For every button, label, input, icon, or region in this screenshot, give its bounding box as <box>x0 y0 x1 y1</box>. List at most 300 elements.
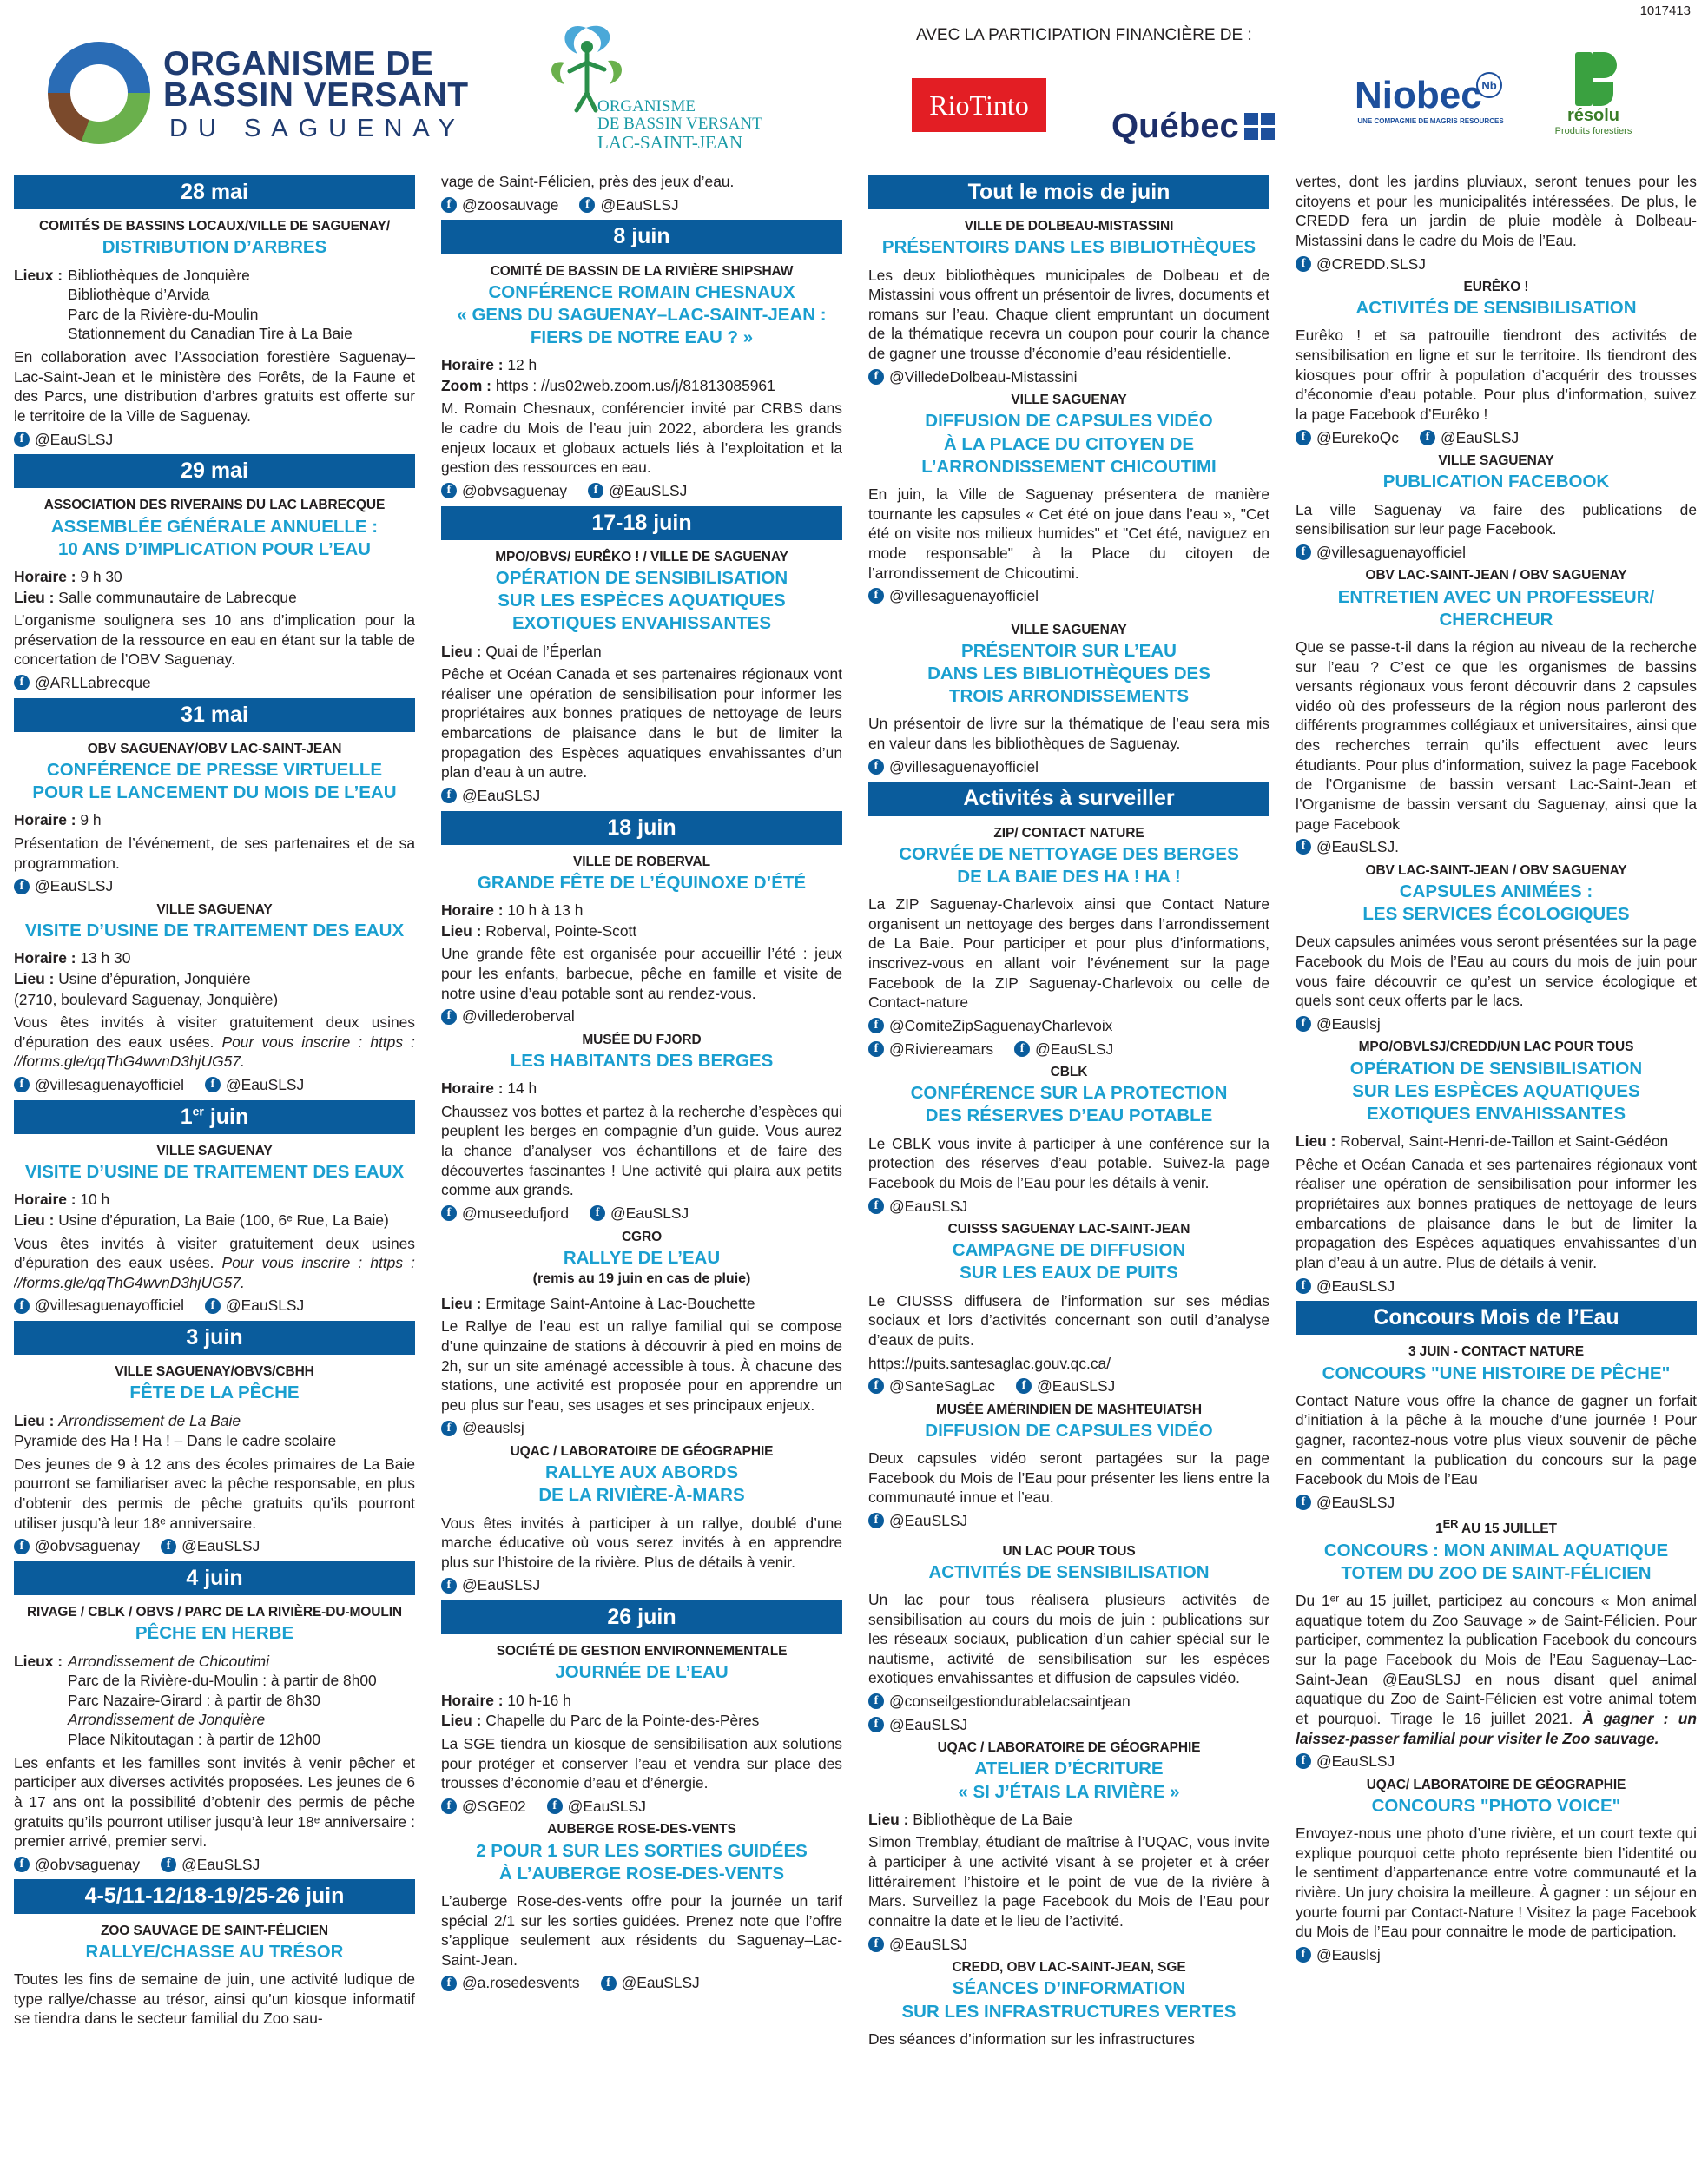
social-links <box>14 1296 415 1316</box>
event-title: EXOTIQUES ENVAHISSANTES <box>1366 1103 1626 1124</box>
event-description: M. Romain Chesnaux, conférencier invité par CRBS dans le cadre du Mois de l’eau juin 2022, abordera les grands enjeux locaux et globaux actuels liés à l’exploitation et la gestion des ressources en eau. <box>441 399 842 477</box>
event-organizer: VILLE SAGUENAY <box>1011 622 1127 637</box>
facebook-link[interactable] <box>1296 1014 1381 1034</box>
event-description: L’organisme soulignera ses 10 ans d’implication pour la préservation de la ressource en eau en étant sur la table de concertation de l’OBV Saguenay. <box>14 611 415 669</box>
facebook-link[interactable] <box>1296 543 1466 563</box>
event-title: POUR LE LANCEMENT DU MOIS DE L’EAU <box>32 782 397 803</box>
facebook-icon: f <box>868 1378 884 1394</box>
facebook-handle: @obvsaguenay <box>35 1537 141 1555</box>
social-links <box>441 1575 842 1595</box>
obv-lsj-line3: LAC-SAINT-JEAN <box>597 132 743 153</box>
facebook-icon: f <box>441 1421 457 1436</box>
facebook-handle: @ComiteZipSaguenayCharlevoix <box>889 1016 1113 1034</box>
event-description: La ZIP Saguenay-Charlevoix ainsi que Contact Nature organisent un nettoyage des berges dans l’arrondissement de La Baie. Pour participer et pour plus d’informations, inscrivez-vous en allant voir l’événement sur la page Facebook de la ZIP Saguenay-Charlevoix ou celle de Contact-nature <box>868 895 1269 1012</box>
facebook-icon: f <box>547 1798 563 1814</box>
facebook-handle: @EauSLSJ <box>35 430 114 448</box>
event-schedule <box>441 1691 842 1711</box>
facebook-link[interactable] <box>161 1536 260 1556</box>
obvs-logo-line2: BASSIN VERSANT <box>163 76 469 114</box>
facebook-link[interactable] <box>1296 254 1426 274</box>
schedule-label: Horaire : <box>14 1191 76 1209</box>
event-organizer: VILLE SAGUENAY <box>156 1143 273 1158</box>
event-description: Toutes les fins de semaine de juin, une activité ludique de type rallye/chasse au trésor, ainsi qu’un kiosque informatif se tiendra dans le secteur familial du Zoo sau- <box>14 1970 415 2028</box>
facebook-icon: f <box>1296 1753 1311 1769</box>
event-title: VISITE D’USINE DE TRAITEMENT DES EAUX <box>24 1162 405 1183</box>
facebook-handle: @zoosauvage <box>462 195 559 214</box>
social-links <box>14 1075 415 1095</box>
social-links <box>441 1204 842 1224</box>
facebook-handle: @ARLLabrecque <box>35 674 151 692</box>
place-label: Lieu : <box>14 588 55 606</box>
facebook-handle: @EauSLSJ <box>462 786 541 804</box>
event-title: SUR LES INFRASTRUCTURES VERTES <box>901 2001 1236 2022</box>
event-title: « SI J’ÉTAIS LA RIVIÈRE » <box>958 1781 1180 1802</box>
facebook-link[interactable] <box>868 1039 993 1059</box>
facebook-link[interactable] <box>868 1511 967 1531</box>
facebook-link[interactable] <box>868 1935 967 1955</box>
social-links <box>1296 1014 1697 1034</box>
event-schedule <box>14 948 415 968</box>
event-description: En collaboration avec l’Association forestière Saguenay–Lac-Saint-Jean et le ministère des Forêts, de la Faune et des Parcs, une distribution d’arbres gratuits est offerte sur le territoire de la Ville de Saguenay. <box>14 348 415 425</box>
facebook-link[interactable] <box>1296 1945 1381 1965</box>
facebook-handle: @obvsaguenay <box>35 1855 141 1873</box>
event-title: FÊTE DE LA PÊCHE <box>129 1382 300 1403</box>
social-links <box>1296 1945 1697 1965</box>
event-title: ENTRETIEN AVEC UN PROFESSEUR/ <box>1337 586 1655 607</box>
event-organizer: UN LAC POUR TOUS <box>1002 1543 1136 1559</box>
facebook-handle: @EauSLSJ <box>181 1855 260 1873</box>
event-title: « GENS DU SAGUENAY–LAC-SAINT-JEAN : <box>457 304 827 325</box>
social-links <box>868 1692 1269 1734</box>
facebook-link[interactable] <box>588 481 687 501</box>
facebook-icon: f <box>590 1205 605 1221</box>
event-organizer: MUSÉE DU FJORD <box>582 1032 702 1047</box>
event-places <box>14 1652 415 1750</box>
places-label: Lieux : <box>14 1652 63 1670</box>
event-organizer: CGRO <box>621 1229 663 1244</box>
facebook-link[interactable] <box>441 481 567 501</box>
quebec-flag-icon <box>1244 113 1275 140</box>
event-title: L’ARRONDISSEMENT CHICOUTIMI <box>921 456 1217 477</box>
place-item: Bibliothèque d’Arvida <box>68 286 210 304</box>
facebook-link[interactable] <box>1296 1493 1395 1513</box>
facebook-handle: @EauSLSJ <box>889 1715 968 1733</box>
event-title: RALLYE/CHASSE AU TRÉSOR <box>85 1941 344 1962</box>
place-label: Lieu : <box>14 1211 55 1229</box>
facebook-link[interactable] <box>1296 1277 1395 1297</box>
facebook-handle: @EauSLSJ <box>226 1076 305 1094</box>
social-links <box>868 586 1269 606</box>
facebook-link[interactable] <box>868 1197 967 1217</box>
social-links <box>868 1376 1269 1396</box>
event-place <box>868 1810 1269 1830</box>
social-links <box>868 1511 1269 1531</box>
event-description: Une grande fête est organisée pour accueillir l’été : jeux pour les enfants, barbecue, pêche en famille et visite de notre usine d’eau potable sont au rendez-vous. <box>441 945 842 1002</box>
facebook-icon: f <box>441 1578 457 1594</box>
facebook-link[interactable] <box>205 1296 304 1316</box>
event-title: CHERCHEUR <box>1439 609 1553 630</box>
facebook-icon: f <box>601 1976 617 1991</box>
event-title: CAMPAGNE DE DIFFUSION <box>952 1240 1186 1261</box>
facebook-icon: f <box>868 369 884 385</box>
event-schedule <box>14 567 415 587</box>
schedule-value: 10 h-16 h <box>507 1691 571 1709</box>
facebook-link[interactable] <box>1296 1752 1395 1772</box>
event-title: LES SERVICES ÉCOLOGIQUES <box>1362 904 1630 925</box>
event-places <box>14 266 415 345</box>
event-description: Chaussez vos bottes et partez à la recherche d’espèces qui peuplent les berges en compagnie d’un guide. Vous aurez la chance d’analyser vos échantillons et de faire des découvertes fascinantes ! Une activité qui plaira aux petits comme aux grands. <box>441 1102 842 1199</box>
facebook-handle: @EurekoQc <box>1316 428 1399 446</box>
schedule-label: Horaire : <box>441 901 504 920</box>
facebook-handle: @villesaguenayofficiel <box>1316 543 1467 561</box>
facebook-icon: f <box>1296 1278 1311 1294</box>
social-links <box>868 757 1269 777</box>
facebook-icon: f <box>1296 839 1311 855</box>
facebook-handle: @EauSLSJ <box>1440 428 1520 446</box>
facebook-handle: @Eauslsj <box>1316 1014 1381 1033</box>
social-links <box>441 481 842 501</box>
schedule-label: Horaire : <box>441 1691 504 1709</box>
description-text: Du 1ᵉʳ au 15 juillet, participez au concours « Mon animal aquatique totem du Zoo Sauvage » de Saint-Félicien. Pour participer, commentez la publication Facebook du concours sur la page Facebook du Mois de l’Eau Saguenay–Lac-Saint-Jean @EauSLSJ en nous disant quel animal aquatique du Zoo de Saint-Félicien est votre animal totem et pourquoi. Tirage le 16 juillet 2021. <box>1296 1592 1697 1727</box>
event-description: Le CBLK vous invite à participer à une conférence sur la protection des réserves d’eau potable. Suivez-la page Facebook du Mois de l’Eau pour les détails à venir. <box>868 1134 1269 1191</box>
event-title: DE LA RIVIÈRE-À-MARS <box>538 1485 745 1506</box>
event-place <box>441 642 842 662</box>
social-links <box>14 1855 415 1875</box>
facebook-icon: f <box>1296 1016 1311 1032</box>
event-title: DES RÉSERVES D’EAU POTABLE <box>925 1105 1213 1126</box>
event-place-detail: Pyramide des Ha ! Ha ! – Dans le cadre scolaire <box>14 1432 337 1450</box>
facebook-handle: @villederoberval <box>462 1007 575 1026</box>
places-label: Lieux : <box>14 266 63 284</box>
facebook-handle: @EauSLSJ <box>609 481 688 499</box>
facebook-icon: f <box>1420 430 1435 445</box>
event-description: Un présentoir de livre sur la thématique de l’eau sera mis en valeur dans les bibliothèques de Saguenay. <box>868 715 1269 753</box>
place-value: Ermitage Saint-Antoine à Lac-Bouchette <box>485 1294 755 1312</box>
obv-lsj-logo <box>508 10 768 158</box>
facebook-link[interactable] <box>1296 428 1399 448</box>
facebook-link[interactable] <box>441 1575 540 1595</box>
date-band: 4-5/11-12/18-19/25-26 juin <box>14 1879 415 1913</box>
date-band: 26 juin <box>441 1600 842 1634</box>
facebook-icon: f <box>14 675 30 690</box>
place-item: Stationnement du Canadian Tire à La Baie <box>68 325 353 343</box>
prize-text: À gagner : un laissez-passer familial pour visiter le Zoo sauvage. <box>1296 1709 1697 1747</box>
facebook-handle: @EauSLSJ <box>462 1576 541 1594</box>
social-links <box>14 430 415 450</box>
facebook-link[interactable] <box>441 1418 524 1438</box>
facebook-link[interactable] <box>1016 1376 1115 1396</box>
place-value: Usine d’épuration, Jonquière <box>58 969 251 987</box>
facebook-icon: f <box>14 1857 30 1872</box>
facebook-link[interactable] <box>1296 837 1399 857</box>
event-title: CONFÉRENCE DE PRESSE VIRTUELLE <box>46 760 383 781</box>
event-organizer: ZIP/ CONTACT NATURE <box>993 825 1144 841</box>
date-band-day: 1 <box>180 1104 193 1129</box>
event-url[interactable]: https://puits.santesaglac.gouv.qc.ca/ <box>868 1354 1111 1372</box>
event-title: DIFFUSION DE CAPSULES VIDÉO <box>925 1420 1213 1441</box>
facebook-icon: f <box>868 1041 884 1057</box>
social-links <box>441 195 842 215</box>
section-band: Tout le mois de juin <box>868 175 1269 209</box>
facebook-handle: @villesaguenayofficiel <box>35 1297 185 1315</box>
place-item: Place Nikitoutagan : à partir de 12h00 <box>68 1731 320 1749</box>
facebook-handle: @EauSLSJ <box>610 1204 689 1222</box>
facebook-link[interactable] <box>1420 428 1519 448</box>
facebook-handle: @conseilgestiondurablelacsaintjean <box>889 1693 1131 1711</box>
event-organizer: VILLE SAGUENAY <box>1438 453 1554 469</box>
event-organizer: MUSÉE AMÉRINDIEN DE MASHTEUIATSH <box>936 1402 1202 1417</box>
event-description: Simon Tremblay, étudiant de maîtrise à l’UQAC, vous invite à participer à une activité visant à se projeter et à créer littérairement l’histoire et le point de vue de la rivière à Mars. Surveillez la page Facebook du Mois de l’Eau pour connaitre la date et le lieu de l’activité. <box>868 1833 1269 1930</box>
event-title: EXOTIQUES ENVAHISSANTES <box>511 613 772 634</box>
description-text: Vous êtes invités à visiter gratuitement deux usines d’épuration des eaux usées. <box>14 1234 415 1272</box>
social-links <box>1296 1277 1697 1297</box>
facebook-link[interactable] <box>868 1016 1269 1036</box>
event-description: La ville Saguenay va faire des publications de sensibilisation sur leur page Facebook. <box>1296 500 1697 538</box>
event-description: Les enfants et les familles sont invités à venir pêcher et participer aux diverses activités proposées. Les jeunes de 6 à 17 ans ont la possibilité d’obtenir des permis de pêche gratuits qu’ils pourront utiliser jusqu’à leur 18ᵉ anniversaire : premier arrivé, premier servi. <box>14 1753 415 1851</box>
event-title: CONCOURS "PHOTO VOICE" <box>1371 1795 1621 1816</box>
facebook-icon: f <box>441 1205 457 1221</box>
niobec-subtitle: UNE COMPAGNIE DE MAGRIS RESOURCES <box>1357 117 1504 125</box>
event-place <box>441 921 842 941</box>
place-item: Bibliothèques de Jonquière <box>68 266 250 284</box>
facebook-link[interactable] <box>441 1006 575 1026</box>
facebook-link[interactable] <box>14 876 113 896</box>
facebook-handle: @EauSLSJ <box>1037 1377 1116 1396</box>
event-description: Vous êtes invités à participer à un rallye, doublé d’une marche éducative où vous serez invités à en apprendre plus sur l’histoire de la rivière. Plus de détails à venir. <box>441 1514 842 1571</box>
event-organizer: OBV LAC-SAINT-JEAN / OBV SAGUENAY <box>1365 862 1627 878</box>
event-title: DANS LES BIBLIOTHÈQUES DES <box>927 663 1210 684</box>
event-organizer: RIVAGE / CBLK / OBVS / PARC DE LA RIVIÈRE-DU-MOULIN <box>26 1605 403 1620</box>
date-band: 28 mai <box>14 175 415 209</box>
place-value: Salle communautaire de Labrecque <box>58 588 297 606</box>
event-organizer: COMITÉ DE BASSIN DE LA RIVIÈRE SHIPSHAW <box>490 263 794 279</box>
place-label: Lieu : <box>441 642 482 660</box>
section-band: Activités à surveiller <box>868 782 1269 815</box>
facebook-link[interactable] <box>601 1973 700 1993</box>
event-title: À LA PLACE DU CITOYEN DE <box>943 433 1195 454</box>
schedule-value: 9 h <box>80 811 102 829</box>
social-links <box>1296 254 1697 274</box>
quebec-logo <box>1111 78 1275 174</box>
event-organizer: SOCIÉTÉ DE GESTION ENVIRONNEMENTALE <box>496 1644 788 1660</box>
niobec-logo-text: Niobec <box>1355 74 1482 116</box>
event-description: La SGE tiendra un kiosque de sensibilisation aux solutions pour protéger et conserver l’eau et vendra sur place des trousses d’économie d’eau et d’énergie. <box>441 1734 842 1792</box>
facebook-link[interactable] <box>205 1075 304 1095</box>
date-band-month: juin <box>203 1104 249 1129</box>
place-value: Quai de l’Éperlan <box>485 642 602 660</box>
event-place-detail: (2710, boulevard Saguenay, Jonquière) <box>14 990 279 1008</box>
facebook-link[interactable] <box>868 367 1077 387</box>
event-title: TROIS ARRONDISSEMENTS <box>948 686 1189 707</box>
resolu-logo <box>1554 52 1632 148</box>
event-description: Le Rallye de l’eau est un rallye familial qui se compose d’une quinzaine de stations à découvrir à pied en moins de 2h, sur un site aménagé accessible à tous. À chacune des stations, une activité est proposée pour en apprendre un peu plus sur l’eau, ses usages et ses principaux enjeux. <box>441 1317 842 1414</box>
schedule-value: 13 h 30 <box>80 949 131 967</box>
event-description: vertes, dont les jardins pluviaux, seront tenues pour les citoyens et pour les municipalités intéressées. De plus, le CREDD fera un jardin de pluie modèle à Dolbeau-Mistassini dans le cadre du Mois de l’Eau. <box>1296 173 1697 249</box>
place-value: Roberval, Pointe-Scott <box>485 921 637 940</box>
event-description: Eurêko ! et sa patrouille tiendront des activités de sensibilisation en ligne et sur le territoire. Ils tiendront des kiosques pour offrir à population d’acquérir des trousses d’économie d’eau potable. Pour plus d’information, suivez la page Facebook d’Eurêko ! <box>1296 327 1697 423</box>
event-organizer: ZOO SAUVAGE DE SAINT-FÉLICIEN <box>100 1923 329 1938</box>
date-band: 3 juin <box>14 1321 415 1355</box>
facebook-handle: @EauSLSJ <box>226 1297 305 1315</box>
social-links <box>441 1797 842 1817</box>
event-title: GRANDE FÊTE DE L’ÉQUINOXE D’ÉTÉ <box>477 872 807 893</box>
facebook-link[interactable] <box>868 757 1039 777</box>
event-title: ATELIER D’ÉCRITURE <box>974 1759 1164 1779</box>
facebook-icon: f <box>868 588 884 604</box>
facebook-icon: f <box>14 879 30 894</box>
event-organizer: VILLE SAGUENAY <box>156 901 273 917</box>
facebook-icon: f <box>441 788 457 803</box>
facebook-icon: f <box>441 1009 457 1025</box>
facebook-handle: @CREDD.SLSJ <box>1316 254 1426 273</box>
facebook-link[interactable] <box>868 1692 1269 1712</box>
event-description: Pêche et Océan Canada et ses partenaires régionaux vont réaliser une opération de sensibilisation pour informer les propriétaires aux bonnes pratiques de nettoyage de leurs embarcations de plaisance dans le but de limiter la propagation des Espèces aquatiques envahissantes d’un plan d’eau à un autre. Plus de détails à venir. <box>1296 1155 1697 1271</box>
obvs-logo-line3: DU SAGUENAY <box>169 115 465 142</box>
event-title: SÉANCES D’INFORMATION <box>952 1978 1186 1999</box>
event-description: Contact Nature vous offre la chance de gagner un forfait d’initiation à la pêche à la mouche d’une journée ! Pour gagner, racontez-nous votre plus vieux souvenir de pêche en commentant la publication du concours sur la page Facebook du Mois de l’Eau <box>1296 1391 1697 1488</box>
event-title: ACTIVITÉS DE SENSIBILISATION <box>928 1561 1210 1582</box>
facebook-link[interactable] <box>14 1536 140 1556</box>
event-organizer: OBV SAGUENAY/OBV LAC-SAINT-JEAN <box>87 741 342 756</box>
social-links <box>868 1016 1269 1059</box>
facebook-handle: @museedufjord <box>462 1204 570 1222</box>
event-description: Pêche et Océan Canada et ses partenaires régionaux vont réaliser une opération de sensibilisation pour informer les propriétaires aux bonnes pratiques de nettoyage de leurs embarcations de plaisance dans le but de limiter la propagation des Espèces aquatiques envahissantes d’un plan d’eau à un autre. <box>441 665 842 782</box>
facebook-link[interactable] <box>1014 1039 1113 1059</box>
facebook-link[interactable] <box>441 195 558 215</box>
facebook-link[interactable] <box>868 1715 967 1735</box>
niobec-logo <box>1355 74 1507 169</box>
event-organizer: UQAC / LABORATOIRE DE GÉOGRAPHIE <box>510 1444 774 1460</box>
facebook-icon: f <box>441 197 457 213</box>
registration-link[interactable]: Pour vous inscrire : https : //forms.gle/qqThG4wvnD3hjUG57. <box>14 1254 415 1291</box>
event-description: Des séances d’information sur les infrastructures <box>868 2029 1195 2048</box>
event-place <box>1296 1132 1697 1151</box>
event-description: Des jeunes de 9 à 12 ans des écoles primaires de La Baie pourront se familiariser avec la pêche responsable, en plus d’obtenir des permis de pêche gratuits qu’ils pourront utiliser jusqu’à leur 18ᵉ anniversaire. <box>14 1455 415 1532</box>
facebook-link[interactable] <box>868 1376 995 1396</box>
event-title: PRÉSENTOIR SUR L’EAU <box>961 640 1177 661</box>
facebook-link[interactable] <box>590 1204 689 1224</box>
event-title: 2 POUR 1 SUR LES SORTIES GUIDÉES <box>476 1840 808 1861</box>
event-description <box>14 1234 415 1293</box>
facebook-link[interactable] <box>547 1797 646 1817</box>
schedule-label: Horaire : <box>441 1079 504 1098</box>
date-band: 17-18 juin <box>441 506 842 540</box>
facebook-icon: f <box>1296 1947 1311 1963</box>
facebook-link[interactable] <box>14 1855 140 1875</box>
schedule-value: 14 h <box>507 1079 537 1098</box>
facebook-link[interactable] <box>441 786 540 806</box>
social-links <box>14 1536 415 1556</box>
column-3 <box>868 172 1269 2166</box>
facebook-icon: f <box>868 1717 884 1732</box>
event-description: Deux capsules animées vous seront présentées sur la page Facebook du Mois de l’Eau au cours du mois de juin pour vous faire découvrir ce qu’est un service écologique et quels sont ceux offerts par le lacs. <box>1296 933 1697 1010</box>
event-title: À L’AUBERGE ROSE-DES-VENTS <box>498 1863 785 1884</box>
event-title: CONCOURS : MON ANIMAL AQUATIQUE <box>1323 1540 1669 1561</box>
obvs-logo-mark-icon <box>48 42 150 144</box>
facebook-icon: f <box>441 483 457 498</box>
place-label: Lieu : <box>14 1411 55 1429</box>
event-title: CONFÉRENCE ROMAIN CHESNAUX <box>488 281 795 302</box>
facebook-icon: f <box>14 1077 30 1092</box>
resolu-logo-text: résolu <box>1566 106 1620 125</box>
facebook-icon: f <box>14 1539 30 1554</box>
event-schedule <box>14 1190 415 1210</box>
facebook-handle: @eauslsj <box>462 1419 524 1437</box>
zoom-label: Zoom : <box>441 376 491 394</box>
date-band: 4 juin <box>14 1561 415 1595</box>
zoom-link[interactable]: https : //us02web.zoom.us/j/81813085961 <box>495 376 775 394</box>
event-title: TOTEM DU ZOO DE SAINT-FÉLICIEN <box>1341 1562 1652 1583</box>
facebook-icon: f <box>1296 256 1311 272</box>
facebook-link[interactable] <box>579 195 678 215</box>
event-title: CORVÉE DE NETTOYAGE DES BERGES <box>899 843 1239 864</box>
place-value: Roberval, Saint-Henri-de-Taillon et Saint-Gédéon <box>1340 1132 1669 1151</box>
facebook-link[interactable] <box>14 1075 184 1095</box>
place-label: Lieu : <box>868 1810 909 1828</box>
event-description: vage de Saint-Félicien, près des jeux d’eau. <box>441 173 735 190</box>
event-title: SUR LES ESPÈCES AQUATIQUES <box>498 591 786 611</box>
event-title: OPÉRATION DE SENSIBILISATION <box>1349 1058 1643 1079</box>
facebook-link[interactable] <box>14 430 113 450</box>
social-links <box>1296 543 1697 563</box>
event-description: Envoyez-nous une photo d’une rivière, et un court texte qui explique pourquoi cette photo représente bien l’identité ou le sentiment d’appartenance entre votre communauté et la rivière. Un jury choisira la meilleure. À gagner : un séjour en yourte fourni par Contact-Nature ! Visitez la page Facebook du Mois de l’Eau pour connaitre le mode de participation. <box>1296 1825 1697 1941</box>
event-organizer: CUISSS SAGUENAY LAC-SAINT-JEAN <box>947 1222 1190 1237</box>
facebook-handle: @SGE02 <box>462 1797 526 1815</box>
event-zoom <box>441 376 842 396</box>
date-band: 8 juin <box>441 220 842 254</box>
schedule-label: Horaire : <box>441 356 504 374</box>
facebook-link[interactable] <box>441 1973 580 1993</box>
facebook-link[interactable] <box>868 586 1039 606</box>
event-title: PUBLICATION FACEBOOK <box>1382 472 1610 492</box>
facebook-link[interactable] <box>14 1296 184 1316</box>
facebook-handle: @SanteSagLac <box>889 1377 996 1396</box>
social-links <box>441 1006 842 1026</box>
schedule-value: 12 h <box>507 356 537 374</box>
facebook-handle: @EauSLSJ <box>889 1197 968 1215</box>
partners-label: AVEC LA PARTICIPATION FINANCIÈRE DE : <box>916 26 1252 44</box>
facebook-icon: f <box>868 759 884 775</box>
facebook-icon: f <box>1296 430 1311 445</box>
resolu-subtitle: Produits forestiers <box>1554 126 1632 136</box>
facebook-icon: f <box>441 1798 457 1814</box>
facebook-icon: f <box>588 483 603 498</box>
facebook-link[interactable] <box>441 1797 526 1817</box>
facebook-link[interactable] <box>441 1204 569 1224</box>
column-4 <box>1296 172 1697 2166</box>
event-organizer: VILLE DE ROBERVAL <box>573 854 710 869</box>
event-place <box>14 1211 415 1231</box>
facebook-link[interactable] <box>14 673 151 693</box>
facebook-link[interactable] <box>161 1855 260 1875</box>
place-label: Lieu : <box>441 921 482 940</box>
event-title: VISITE D’USINE DE TRAITEMENT DES EAUX <box>24 921 405 941</box>
schedule-value: 10 h à 13 h <box>507 901 584 920</box>
event-subtitle: (remis au 19 juin en cas de pluie) <box>532 1270 751 1286</box>
event-description: Le CIUSSS diffusera de l’information sur ses médias sociaux et lors d’activités concernant son outil d’analyse d’eaux de puits. <box>868 1291 1269 1349</box>
social-links <box>1296 428 1697 448</box>
event-description: Présentation de l’événement, de ses partenaires et de sa programmation. <box>14 835 415 872</box>
place-item: Parc de la Rivière-du-Moulin : à partir de 8h00 <box>68 1672 377 1690</box>
event-organizer: CREDD, OBV LAC-SAINT-JEAN, SGE <box>952 1960 1186 1976</box>
event-description: Deux capsules vidéo seront partagées sur la page Facebook du Mois de l’Eau pour présenter les liens entre la communauté innue et l’eau. <box>868 1449 1269 1507</box>
facebook-handle: @EauSLSJ <box>1316 1752 1395 1771</box>
registration-link[interactable]: Pour vous inscrire : https : //forms.gle/qqThG4wvnD3hjUG57. <box>14 1033 415 1071</box>
facebook-handle: @EauSLSJ <box>567 1797 646 1815</box>
event-title: OPÉRATION DE SENSIBILISATION <box>495 567 788 588</box>
column-2 <box>441 172 842 2166</box>
event-organizer: EURÊKO ! <box>1463 280 1529 295</box>
